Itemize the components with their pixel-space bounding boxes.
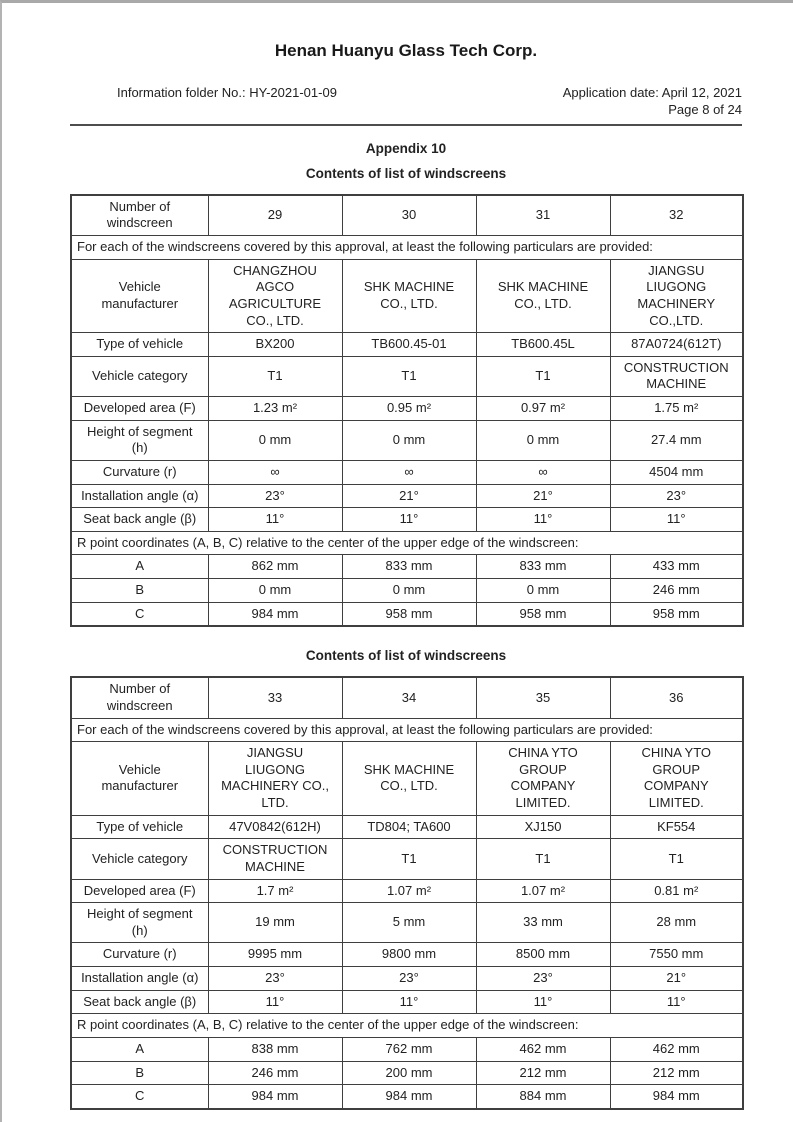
r-point-note: R point coordinates (A, B, C) relative to the center of the upper edge of the windscreen: bbox=[71, 531, 743, 555]
spec-value: 11° bbox=[476, 508, 610, 532]
row-label: Number of windscreen bbox=[71, 195, 208, 236]
windscreen-number: 35 bbox=[476, 677, 610, 718]
spec-row bbox=[71, 356, 743, 396]
coord-row bbox=[71, 1085, 743, 1109]
spec-value: 27.4 mm bbox=[610, 420, 743, 460]
coord-value: 200 mm bbox=[342, 1061, 476, 1085]
spec-value: CONSTRUCTION MACHINE bbox=[208, 839, 342, 879]
spec-value: 87A0724(612T) bbox=[610, 333, 743, 357]
row-label: Vehicle category bbox=[71, 356, 208, 396]
spec-value: 11° bbox=[610, 990, 743, 1014]
spec-row bbox=[71, 508, 743, 532]
spec-row bbox=[71, 484, 743, 508]
coord-value: 246 mm bbox=[208, 1061, 342, 1085]
spec-value: 0.97 m² bbox=[476, 397, 610, 421]
coord-label: C bbox=[71, 602, 208, 626]
spec-value: 11° bbox=[342, 508, 476, 532]
spec-row bbox=[71, 839, 743, 879]
spec-value: 23° bbox=[476, 967, 610, 991]
coord-label: C bbox=[71, 1085, 208, 1109]
coord-value: 212 mm bbox=[476, 1061, 610, 1085]
row-label: Seat back angle (β) bbox=[71, 990, 208, 1014]
spec-value: 1.23 m² bbox=[208, 397, 342, 421]
spec-value: 23° bbox=[208, 484, 342, 508]
coord-value: 862 mm bbox=[208, 555, 342, 579]
coord-value: 0 mm bbox=[342, 579, 476, 603]
coord-value: 958 mm bbox=[610, 602, 743, 626]
row-label: Vehicle category bbox=[71, 839, 208, 879]
coord-value: 958 mm bbox=[476, 602, 610, 626]
spec-value: 7550 mm bbox=[610, 943, 743, 967]
spec-row bbox=[71, 990, 743, 1014]
spec-row bbox=[71, 420, 743, 460]
spec-value: SHK MACHINE CO., LTD. bbox=[342, 259, 476, 333]
r-point-note-row bbox=[71, 531, 743, 555]
coord-row bbox=[71, 1037, 743, 1061]
spec-row bbox=[71, 333, 743, 357]
spec-value: 1.07 m² bbox=[342, 879, 476, 903]
spec-value: 21° bbox=[476, 484, 610, 508]
coord-label: A bbox=[71, 1037, 208, 1061]
coord-value: 212 mm bbox=[610, 1061, 743, 1085]
spec-row bbox=[71, 815, 743, 839]
windscreen-number: 32 bbox=[610, 195, 743, 236]
row-label: Height of segment (h) bbox=[71, 903, 208, 943]
application-date: Application date: April 12, 2021 bbox=[562, 85, 742, 100]
spec-value: 23° bbox=[208, 967, 342, 991]
coord-value: 838 mm bbox=[208, 1037, 342, 1061]
spec-row bbox=[71, 943, 743, 967]
spec-value: 21° bbox=[342, 484, 476, 508]
spec-value: 5 mm bbox=[342, 903, 476, 943]
r-point-note-row bbox=[71, 1014, 743, 1038]
windscreen-number: 29 bbox=[208, 195, 342, 236]
windscreen-number-row bbox=[71, 677, 743, 718]
coord-label: B bbox=[71, 1061, 208, 1085]
spec-value: 11° bbox=[208, 990, 342, 1014]
spec-row bbox=[71, 397, 743, 421]
spec-value: BX200 bbox=[208, 333, 342, 357]
approval-note-row bbox=[71, 236, 743, 260]
coord-value: 984 mm bbox=[208, 1085, 342, 1109]
spec-value: 0.95 m² bbox=[342, 397, 476, 421]
spec-value: 33 mm bbox=[476, 903, 610, 943]
spec-value: CHINA YTO GROUP COMPANY LIMITED. bbox=[610, 742, 743, 816]
spec-value: T1 bbox=[342, 839, 476, 879]
coord-value: 462 mm bbox=[610, 1037, 743, 1061]
spec-value: 9800 mm bbox=[342, 943, 476, 967]
windscreen-number: 34 bbox=[342, 677, 476, 718]
row-label: Type of vehicle bbox=[71, 815, 208, 839]
spec-value: 0 mm bbox=[342, 420, 476, 460]
spec-value: 1.7 m² bbox=[208, 879, 342, 903]
table-title-1: Contents of list of windscreens bbox=[305, 165, 507, 181]
spec-value: 28 mm bbox=[610, 903, 743, 943]
row-label: Vehicle manufacturer bbox=[71, 259, 208, 333]
spec-value: 23° bbox=[610, 484, 743, 508]
spec-value: 23° bbox=[342, 967, 476, 991]
spec-value: CHINA YTO GROUP COMPANY LIMITED. bbox=[476, 742, 610, 816]
row-label: Installation angle (α) bbox=[71, 484, 208, 508]
approval-note: For each of the windscreens covered by this approval, at least the following particulars are provided: bbox=[71, 718, 743, 742]
windscreen-number: 33 bbox=[208, 677, 342, 718]
spec-value: 8500 mm bbox=[476, 943, 610, 967]
spec-row bbox=[71, 879, 743, 903]
spec-value: TB600.45-01 bbox=[342, 333, 476, 357]
coord-value: 984 mm bbox=[610, 1085, 743, 1109]
spec-value: CHANGZHOU AGCO AGRICULTURE CO., LTD. bbox=[208, 259, 342, 333]
coord-row bbox=[71, 1061, 743, 1085]
spec-value: 9995 mm bbox=[208, 943, 342, 967]
coord-value: 984 mm bbox=[342, 1085, 476, 1109]
spec-value: ∞ bbox=[208, 460, 342, 484]
spec-value: 0 mm bbox=[476, 420, 610, 460]
coord-value: 462 mm bbox=[476, 1037, 610, 1061]
approval-note-row bbox=[71, 718, 743, 742]
spec-value: 11° bbox=[476, 990, 610, 1014]
row-label: Curvature (r) bbox=[71, 460, 208, 484]
coord-row bbox=[71, 602, 743, 626]
coord-value: 762 mm bbox=[342, 1037, 476, 1061]
coord-label: A bbox=[71, 555, 208, 579]
table-title-2: Contents of list of windscreens bbox=[305, 648, 507, 664]
windscreen-number-row bbox=[71, 195, 743, 236]
spec-value: 0 mm bbox=[208, 420, 342, 460]
windscreen-number: 31 bbox=[476, 195, 610, 236]
spec-value: KF554 bbox=[610, 815, 743, 839]
coord-value: 958 mm bbox=[342, 602, 476, 626]
spec-value: JIANGSU LIUGONG MACHINERY CO., LTD. bbox=[208, 742, 342, 816]
spec-value: CONSTRUCTION MACHINE bbox=[610, 356, 743, 396]
coord-row bbox=[71, 579, 743, 603]
spec-value: 0.81 m² bbox=[610, 879, 743, 903]
spec-value: T1 bbox=[476, 839, 610, 879]
page-content bbox=[70, 41, 742, 1110]
spec-value: 47V0842(612H) bbox=[208, 815, 342, 839]
spec-row bbox=[71, 742, 743, 816]
spec-value: 4504 mm bbox=[610, 460, 743, 484]
spec-row bbox=[71, 259, 743, 333]
r-point-note: R point coordinates (A, B, C) relative to the center of the upper edge of the windscreen: bbox=[71, 1014, 743, 1038]
windscreens-table-1 bbox=[70, 194, 744, 628]
approval-note: For each of the windscreens covered by this approval, at least the following particulars are provided: bbox=[71, 236, 743, 260]
spec-value: 21° bbox=[610, 967, 743, 991]
spec-value: ∞ bbox=[342, 460, 476, 484]
spec-value: SHK MACHINE CO., LTD. bbox=[342, 742, 476, 816]
spec-value: T1 bbox=[476, 356, 610, 396]
spec-value: ∞ bbox=[476, 460, 610, 484]
row-label: Seat back angle (β) bbox=[71, 508, 208, 532]
info-right-block bbox=[563, 85, 742, 119]
coord-value: 246 mm bbox=[610, 579, 743, 603]
spec-value: SHK MACHINE CO., LTD. bbox=[476, 259, 610, 333]
spec-value: 11° bbox=[342, 990, 476, 1014]
spec-value: 1.75 m² bbox=[610, 397, 743, 421]
row-label: Developed area (F) bbox=[71, 397, 208, 421]
row-label: Curvature (r) bbox=[71, 943, 208, 967]
spec-value: 11° bbox=[610, 508, 743, 532]
coord-row bbox=[71, 555, 743, 579]
coord-value: 884 mm bbox=[476, 1085, 610, 1109]
coord-value: 833 mm bbox=[342, 555, 476, 579]
info-folder-number: Information folder No.: HY-2021-01-09 bbox=[117, 85, 337, 100]
windscreens-table-2 bbox=[70, 676, 744, 1110]
spec-value: T1 bbox=[610, 839, 743, 879]
row-label: Developed area (F) bbox=[71, 879, 208, 903]
company-title: Henan Huanyu Glass Tech Corp. bbox=[274, 41, 538, 60]
appendix-title: Appendix 10 bbox=[365, 140, 447, 156]
spec-value: T1 bbox=[208, 356, 342, 396]
coord-value: 984 mm bbox=[208, 602, 342, 626]
spec-value: 1.07 m² bbox=[476, 879, 610, 903]
row-label: Height of segment (h) bbox=[71, 420, 208, 460]
spec-row bbox=[71, 967, 743, 991]
spec-value: TB600.45L bbox=[476, 333, 610, 357]
coord-value: 833 mm bbox=[476, 555, 610, 579]
spec-value: T1 bbox=[342, 356, 476, 396]
row-label: Installation angle (α) bbox=[71, 967, 208, 991]
document-info-row bbox=[70, 85, 742, 119]
coord-value: 433 mm bbox=[610, 555, 743, 579]
spec-value: TD804; TA600 bbox=[342, 815, 476, 839]
row-label: Type of vehicle bbox=[71, 333, 208, 357]
spec-row bbox=[71, 903, 743, 943]
coord-value: 0 mm bbox=[208, 579, 342, 603]
windscreen-number: 36 bbox=[610, 677, 743, 718]
spec-value: 19 mm bbox=[208, 903, 342, 943]
page-number: Page 8 of 24 bbox=[668, 101, 742, 117]
spec-value: XJ150 bbox=[476, 815, 610, 839]
coord-label: B bbox=[71, 579, 208, 603]
coord-value: 0 mm bbox=[476, 579, 610, 603]
row-label: Number of windscreen bbox=[71, 677, 208, 718]
row-label: Vehicle manufacturer bbox=[71, 742, 208, 816]
spec-value: 11° bbox=[208, 508, 342, 532]
spec-value: JIANGSU LIUGONG MACHINERY CO.,LTD. bbox=[610, 259, 743, 333]
header-divider bbox=[70, 124, 742, 126]
spec-row bbox=[71, 460, 743, 484]
windscreen-number: 30 bbox=[342, 195, 476, 236]
